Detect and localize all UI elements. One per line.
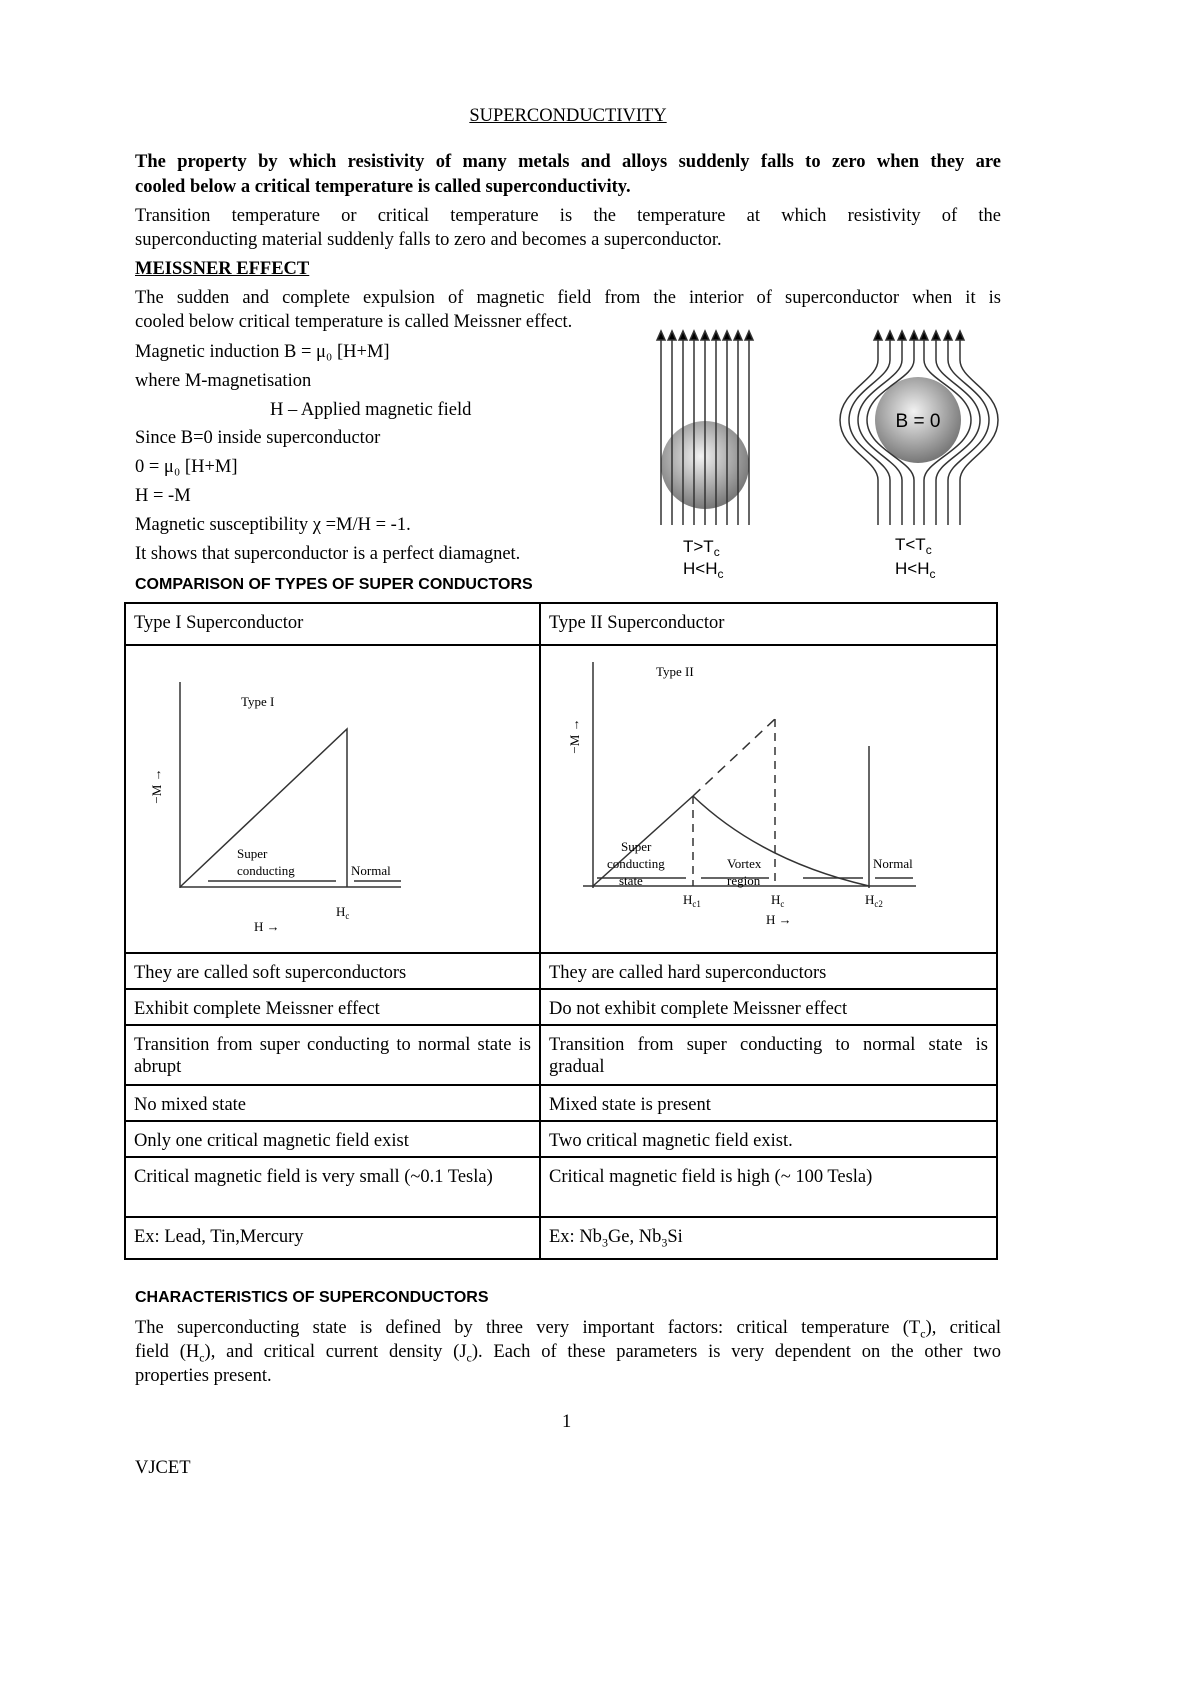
table-header-row bbox=[125, 603, 997, 645]
table-cell: Only one critical magnetic field exist bbox=[125, 1121, 540, 1157]
meissner-diagram bbox=[640, 320, 1000, 600]
right-temp-label: $T<T_c$ bbox=[895, 535, 932, 557]
graph-title: Type II bbox=[656, 664, 694, 679]
region-label: Normal bbox=[351, 863, 391, 878]
eq-line: Magnetic induction B = μ₀ [H+M] bbox=[135, 342, 390, 362]
region-label: conducting bbox=[607, 856, 665, 871]
eq-line: H = -M bbox=[135, 486, 191, 506]
region-label: Super bbox=[237, 846, 268, 861]
table-cell: No mixed state bbox=[125, 1085, 540, 1121]
meissner-para-1: The sudden and complete expulsion of magnetic field from the interior of superconductor when it is bbox=[135, 288, 1001, 308]
table-cell: Mixed state is present bbox=[540, 1085, 997, 1121]
table-row bbox=[125, 953, 997, 989]
hc1-label: $H_{c1}$ bbox=[683, 892, 701, 909]
eq-line: It shows that superconductor is a perfect diamagnet. bbox=[135, 544, 521, 564]
region-label: state bbox=[619, 873, 643, 888]
region-label: Normal bbox=[873, 856, 913, 871]
table-row bbox=[125, 1217, 997, 1259]
table-row bbox=[125, 1157, 997, 1217]
graph-row bbox=[125, 645, 997, 953]
y-axis-label: −M → bbox=[149, 768, 164, 804]
type2-graph bbox=[541, 646, 996, 952]
table-row bbox=[125, 1121, 997, 1157]
x-axis-label: H → bbox=[254, 919, 280, 934]
footer-text: VJCET bbox=[135, 1458, 191, 1478]
table-cell: Two critical magnetic field exist. bbox=[540, 1121, 997, 1157]
table-cell: Ex: Lead, Tin,Mercury bbox=[125, 1217, 540, 1259]
table-cell: Ex: $Nb_3Ge$, $Nb_3Si$ bbox=[540, 1217, 997, 1259]
left-temp-label: $T>T_c$ bbox=[683, 537, 720, 559]
hc-label: $H_c$ bbox=[771, 892, 785, 909]
region-label: conducting bbox=[237, 863, 295, 878]
y-axis-label: −M → bbox=[567, 718, 582, 754]
table-cell: They are called hard superconductors bbox=[540, 953, 997, 989]
table-row bbox=[125, 1025, 997, 1085]
page-title: SUPERCONDUCTIVITY bbox=[469, 106, 667, 126]
table-cell: Transition from super conducting to normal state is gradual bbox=[540, 1025, 997, 1085]
table-cell: They are called soft superconductors bbox=[125, 953, 540, 989]
meissner-para-2: cooled below critical temperature is called Meissner effect. bbox=[135, 312, 573, 332]
comparison-table bbox=[124, 602, 998, 1260]
x-axis-label: H → bbox=[766, 912, 792, 927]
definition-line-1: The property by which resistivity of many metals and alloys suddenly falls to zero when they are bbox=[135, 152, 1001, 172]
region-label: Vortex bbox=[727, 856, 762, 871]
header-cell: Type I Superconductor bbox=[125, 603, 540, 645]
type2-graph-cell bbox=[540, 645, 997, 953]
superconducting-sphere bbox=[840, 331, 998, 525]
eq-line: 0 = μ₀ [H+M] bbox=[135, 457, 238, 477]
table-row bbox=[125, 1085, 997, 1121]
b-zero-label: B = 0 bbox=[895, 411, 941, 432]
left-field-label: $H<H_c$ bbox=[683, 559, 724, 581]
type1-graph-cell bbox=[125, 645, 540, 953]
table-cell: Exhibit complete Meissner effect bbox=[125, 989, 540, 1025]
eq-line: where M-magnetisation bbox=[135, 371, 312, 391]
eq-line: Magnetic susceptibility χ =M/H = -1. bbox=[135, 515, 411, 535]
normal-state-sphere bbox=[657, 331, 753, 525]
table-cell: Transition from super conducting to normal state is abrupt bbox=[125, 1025, 540, 1085]
comparison-heading: COMPARISON OF TYPES OF SUPER CONDUCTORS bbox=[135, 576, 533, 593]
header-cell: Type II Superconductor bbox=[540, 603, 997, 645]
type1-graph bbox=[126, 646, 539, 952]
characteristics-line-1: The superconducting state is defined by three very important factors: critical temperature $(T_c)$, critical bbox=[135, 1318, 1002, 1341]
right-field-label: $H<H_c$ bbox=[895, 559, 936, 581]
characteristics-heading: CHARACTERISTICS OF SUPERCONDUCTORS bbox=[135, 1289, 489, 1306]
definition-line-2: cooled below a critical temperature is called superconductivity. bbox=[135, 177, 631, 197]
transition-line-1: Transition temperature or critical temperature is the temperature at which resistivity of the bbox=[135, 206, 1001, 226]
graph-title: Type I bbox=[241, 694, 275, 709]
region-label: Super bbox=[621, 839, 652, 854]
eq-line: Since B=0 inside superconductor bbox=[135, 428, 381, 448]
table-row bbox=[125, 989, 997, 1025]
hc-label: $H_c$ bbox=[336, 904, 350, 921]
page-number: 1 bbox=[562, 1412, 572, 1432]
meissner-heading: MEISSNER EFFECT bbox=[135, 259, 310, 279]
eq-line: H – Applied magnetic field bbox=[270, 400, 472, 420]
transition-line-2: superconducting material suddenly falls to zero and becomes a superconductor. bbox=[135, 230, 722, 250]
table-cell: Critical magnetic field is high (~ 100 Tesla) bbox=[540, 1157, 997, 1217]
characteristics-line-3: properties present. bbox=[135, 1366, 272, 1386]
table-cell: Do not exhibit complete Meissner effect bbox=[540, 989, 997, 1025]
characteristics-line-2: field $(H_c)$, and critical current density $(J_c)$. Each of these parameters is very dependent on the other two bbox=[135, 1342, 1001, 1365]
region-label: region bbox=[727, 873, 761, 888]
table-cell: Critical magnetic field is very small (~0.1 Tesla) bbox=[125, 1157, 540, 1217]
hc2-label: $H_{c2}$ bbox=[865, 892, 883, 909]
